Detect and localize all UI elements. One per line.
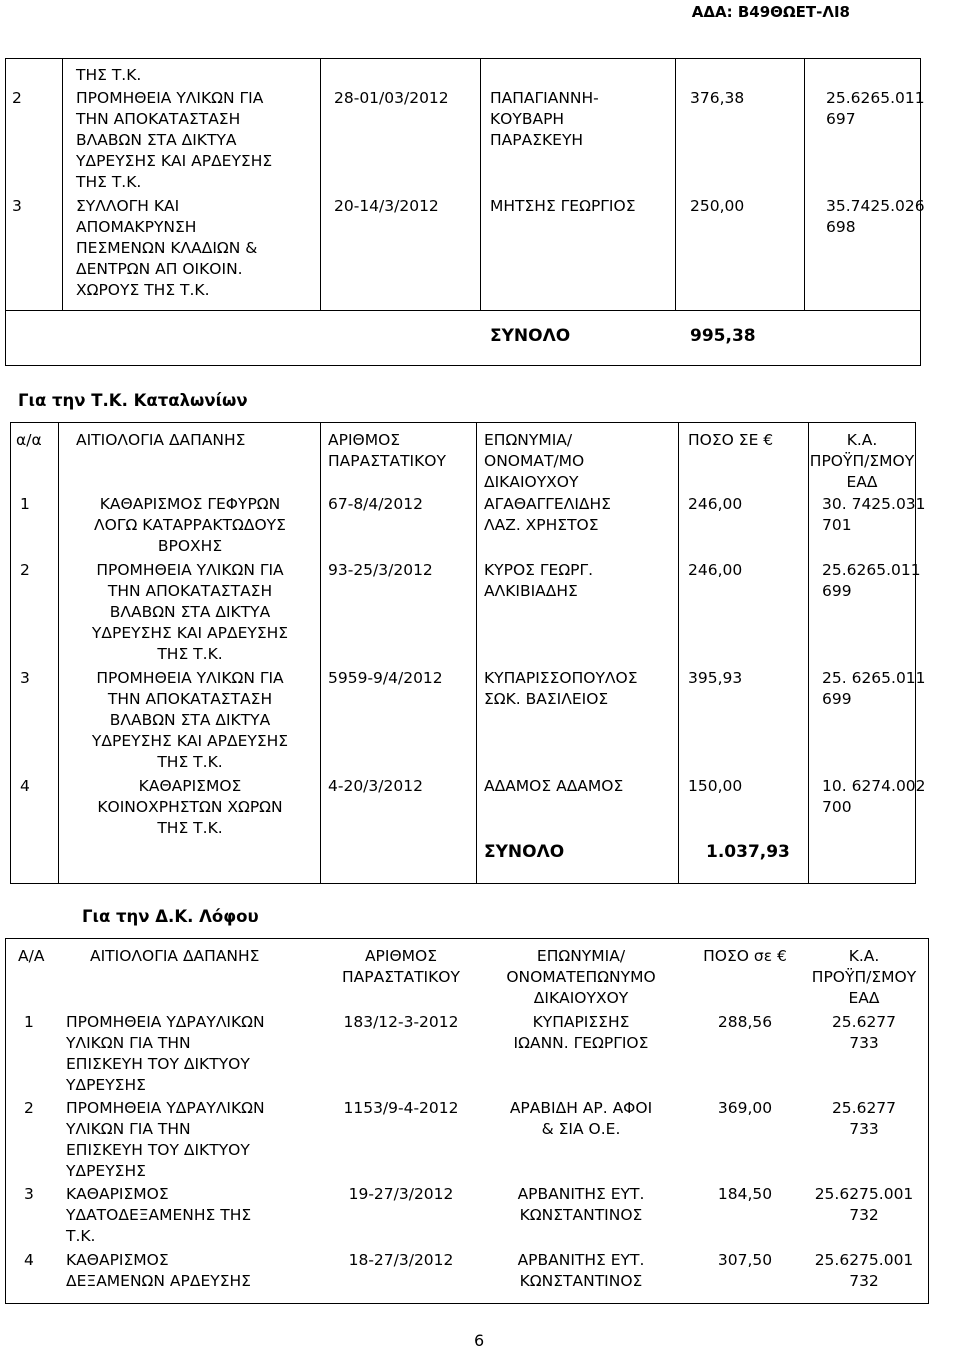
header-code: Κ.Α. ΠΡΟΫΠ/ΣΜΟΥ ΕΑΔ (809, 431, 915, 491)
row-name: ΠΑΠΑΓΙΑΝΝΗ- ΚΟΥΒΑΡΗ ΠΑΡΑΣΚΕΥΗ (490, 89, 599, 149)
row-amount: 150,00 (688, 777, 743, 795)
row-num: 3 (24, 1185, 34, 1203)
header-code: Κ.Α. ΠΡΟΫΠ/ΣΜΟΥ ΕΑΔ (811, 947, 917, 1007)
total-label: ΣΥΝΟΛΟ (490, 326, 571, 346)
row-code: 30. 7425.031 701 (822, 495, 926, 534)
row-num: 3 (12, 197, 22, 215)
row-num: 3 (20, 669, 30, 687)
row-invoice: 67-8/4/2012 (328, 495, 423, 513)
row-name: ΑΡΒΑΝΙΤΗΣ ΕΥΤ. ΚΩΝΣΤΑΝΤΙΝΟΣ (517, 1251, 645, 1290)
row-name: ΑΡΒΑΝΙΤΗΣ ΕΥΤ. ΚΩΝΣΤΑΝΤΙΝΟΣ (517, 1185, 645, 1224)
row-amount: 246,00 (688, 561, 743, 579)
row-desc: ΠΡΟΜΗΘΕΙΑ ΥΛΙΚΩΝ ΓΙΑ ΤΗΝ ΑΠΟΚΑΤΑΣΤΑΣΗ ΒΛΑΒΩΝ ΣΤΑ ΔΙΚΤΥΑ ΥΔΡΕΥΣΗΣ ΚΑΙ ΑΡΔΕΥΣΗΣ ΤΗΣ Τ.Κ. (91, 561, 289, 663)
header-amount: ΠΟΣΟ ΣΕ € (688, 431, 774, 449)
cont-text: ΤΗΣ Τ.Κ. (76, 66, 142, 84)
header-name: ΕΠΩΝΥΜΙΑ/ ΟΝΟΜΑΤ/ΜΟ ΔΙΚΑΙΟΥΧΟΥ (484, 431, 585, 491)
row-name: ΚΥΠΑΡΙΣΣΟΠΟΥΛΟΣ ΣΩΚ. ΒΑΣΙΛΕΙΟΣ (484, 669, 638, 708)
row-desc: ΠΡΟΜΗΘΕΙΑ ΥΔΡΑΥΛΙΚΩΝ ΥΛΙΚΩΝ ΓΙΑ ΤΗΝ ΕΠΙΣΚΕΥΗ ΤΟΥ ΔΙΚΤΥΟΥ ΥΔΡΕΥΣΗΣ (66, 1099, 265, 1180)
section-title-lofou: Για την Δ.Κ. Λόφου (82, 907, 259, 926)
row-desc: ΣΥΛΛΟΓΗ ΚΑΙ ΑΠΟΜΑΚΡΥΝΣΗ ΠΕΣΜΕΝΩΝ ΚΛΑΔΙΩΝ & ΔΕΝΤΡΩΝ ΑΠ ΟΙΚΟΙΝ. ΧΩΡΟΥΣ ΤΗΣ Τ.Κ. (76, 197, 258, 299)
row-desc: ΠΡΟΜΗΘΕΙΑ ΥΛΙΚΩΝ ΓΙΑ ΤΗΝ ΑΠΟΚΑΤΑΣΤΑΣΗ ΒΛΑΒΩΝ ΣΤΑ ΔΙΚΤΥΑ ΥΔΡΕΥΣΗΣ ΚΑΙ ΑΡΔΕΥΣΗΣ ΤΗΣ Τ.Κ. (76, 89, 273, 191)
row-amount: 246,00 (688, 495, 743, 513)
row-num: 2 (12, 89, 22, 107)
row-num: 1 (20, 495, 30, 513)
row-invoice: 19-27/3/2012 (348, 1185, 454, 1203)
row-invoice: 5959-9/4/2012 (328, 669, 443, 687)
row-code: 25.6265.011 697 (826, 89, 925, 128)
total-value: 995,38 (690, 326, 756, 346)
header-invoice: ΑΡΙΘΜΟΣ ΠΑΡΑΣΤΑΤΙΚΟΥ (328, 431, 446, 470)
header-num: α/α (16, 431, 42, 449)
page-number: 6 (474, 1331, 485, 1350)
row-amount: 376,38 (690, 89, 745, 107)
row-amount: 288,56 (717, 1013, 773, 1031)
row-num: 1 (24, 1013, 34, 1031)
row-invoice: 1153/9-4-2012 (343, 1099, 459, 1117)
row-num: 4 (24, 1251, 34, 1269)
row-name: ΚΥΠΑΡΙΣΣΗΣ ΙΩΑΝΝ. ΓΕΩΡΓΙΟΣ (513, 1013, 649, 1052)
row-name: ΑΓΑΘΑΓΓΕΛΙΔΗΣ ΛΑΖ. ΧΡΗΣΤΟΣ (484, 495, 611, 534)
row-name: ΑΡΑΒΙΔΗ ΑΡ. ΑΦΟΙ & ΣΙΑ Ο.Ε. (509, 1099, 653, 1138)
row-desc: ΚΑΘΑΡΙΣΜΟΣ ΔΕΞΑΜΕΝΩΝ ΑΡΔΕΥΣΗΣ (66, 1251, 251, 1290)
row-code: 25.6275.001 732 (814, 1251, 914, 1290)
row-code: 35.7425.026 698 (826, 197, 925, 236)
row-amount: 307,50 (717, 1251, 773, 1269)
row-code: 10. 6274.002 700 (822, 777, 926, 816)
ada-code: ΑΔΑ: Β49ΘΩΕΤ-ΛΙ8 (691, 3, 850, 21)
row-invoice: 183/12-3-2012 (343, 1013, 459, 1031)
row-desc: ΠΡΟΜΗΘΕΙΑ ΥΛΙΚΩΝ ΓΙΑ ΤΗΝ ΑΠΟΚΑΤΑΣΤΑΣΗ ΒΛΑΒΩΝ ΣΤΑ ΔΙΚΤΥΑ ΥΔΡΕΥΣΗΣ ΚΑΙ ΑΡΔΕΥΣΗΣ ΤΗΣ Τ.Κ. (91, 669, 289, 771)
row-amount: 184,50 (717, 1185, 773, 1203)
row-name: ΜΗΤΣΗΣ ΓΕΩΡΓΙΟΣ (490, 197, 636, 215)
row-code: 25. 6265.011 699 (822, 669, 926, 708)
row-name: ΑΔΑΜΟΣ ΑΔΑΜΟΣ (484, 777, 624, 795)
row-amount: 369,00 (717, 1099, 773, 1117)
row-invoice: 28-01/03/2012 (334, 89, 449, 107)
row-desc: ΚΑΘΑΡΙΣΜΟΣ ΚΟΙΝΟΧΡΗΣΤΩΝ ΧΩΡΩΝ ΤΗΣ Τ.Κ. (97, 777, 283, 837)
row-code: 25.6277 733 (831, 1013, 897, 1052)
row-num: 4 (20, 777, 30, 795)
header-desc: ΑΙΤΙΟΛΟΓΙΑ ΔΑΠΑΝΗΣ (76, 431, 246, 449)
header-num: Α/Α (18, 947, 45, 965)
header-name: ΕΠΩΝΥΜΙΑ/ ΟΝΟΜΑΤΕΠΩΝΥΜΟ ΔΙΚΑΙΟΥΧΟΥ (506, 947, 656, 1007)
header-amount: ΠΟΣΟ σε € (703, 947, 787, 965)
row-code: 25.6277 733 (831, 1099, 897, 1138)
header-desc: ΑΙΤΙΟΛΟΓΙΑ ΔΑΠΑΝΗΣ (90, 947, 260, 965)
row-invoice: 93-25/3/2012 (328, 561, 433, 579)
row-invoice: 4-20/3/2012 (328, 777, 423, 795)
row-desc: ΚΑΘΑΡΙΣΜΟΣ ΓΕΦΥΡΩΝ ΛΟΓΩ ΚΑΤΑΡΡΑΚΤΩΔΟΥΣ ΒΡΟΧΗΣ (94, 495, 286, 555)
row-amount: 395,93 (688, 669, 743, 687)
header-invoice: ΑΡΙΘΜΟΣ ΠΑΡΑΣΤΑΤΙΚΟΥ (342, 947, 460, 986)
row-name: ΚΥΡΟΣ ΓΕΩΡΓ. ΑΛΚΙΒΙΑΔΗΣ (484, 561, 594, 600)
row-amount: 250,00 (690, 197, 745, 215)
row-code: 25.6275.001 732 (814, 1185, 914, 1224)
row-desc: ΚΑΘΑΡΙΣΜΟΣ ΥΔΑΤΟΔΕΞΑΜΕΝΗΣ ΤΗΣ Τ.Κ. (66, 1185, 252, 1245)
total-label: ΣΥΝΟΛΟ (484, 842, 565, 862)
row-code: 25.6265.011 699 (822, 561, 921, 600)
total-value: 1.037,93 (706, 842, 790, 862)
row-num: 2 (20, 561, 30, 579)
row-num: 2 (24, 1099, 34, 1117)
row-desc: ΠΡΟΜΗΘΕΙΑ ΥΔΡΑΥΛΙΚΩΝ ΥΛΙΚΩΝ ΓΙΑ ΤΗΝ ΕΠΙΣΚΕΥΗ ΤΟΥ ΔΙΚΤΥΟΥ ΥΔΡΕΥΣΗΣ (66, 1013, 265, 1094)
section-title-katalonion: Για την Τ.Κ. Καταλωνίων (18, 391, 248, 410)
row-invoice: 20-14/3/2012 (334, 197, 439, 215)
row-invoice: 18-27/3/2012 (348, 1251, 454, 1269)
